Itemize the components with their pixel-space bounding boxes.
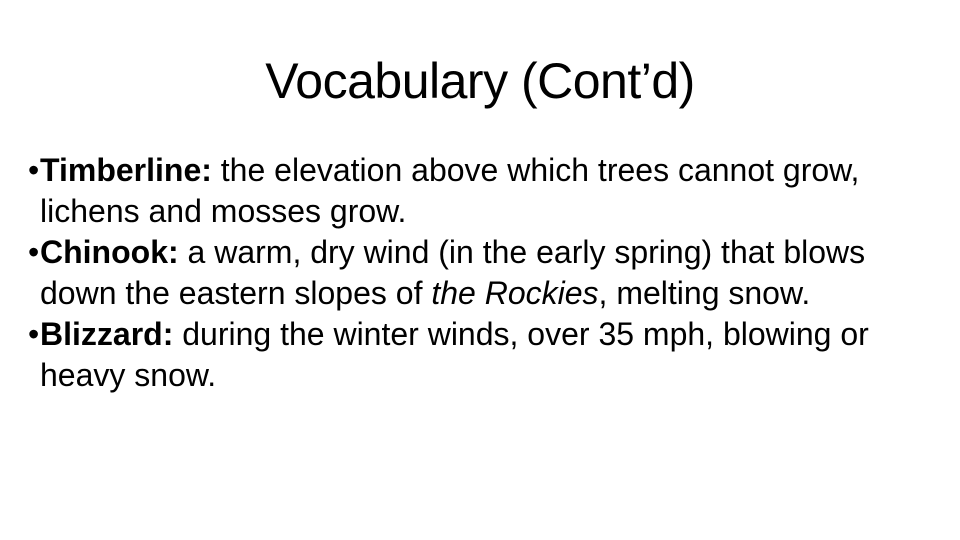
bullet-icon: •	[28, 316, 40, 352]
bullet-icon: •	[28, 234, 40, 270]
bullet-item-chinook	[30, 232, 920, 314]
vocab-term: Timberline:	[40, 152, 212, 188]
vocab-definition-italic: the Rockies	[431, 275, 599, 311]
vocab-term: Chinook:	[40, 234, 179, 270]
vocab-definition: the elevation above which trees cannot grow, lichens and mosses grow.	[40, 152, 860, 229]
bullet-item-blizzard	[30, 314, 920, 396]
bullet-icon: •	[28, 152, 40, 188]
vocab-term: Blizzard:	[40, 316, 174, 352]
slide-title: Vocabulary (Cont’d)	[265, 53, 695, 109]
vocab-definition: a warm, dry wind (in the early spring) that blows down the eastern slopes of	[40, 234, 866, 311]
vocab-definition: during the winter winds, over 35 mph, blowing or heavy snow.	[40, 316, 869, 393]
bullet-item-timberline	[30, 150, 920, 232]
vocab-definition: , melting snow.	[598, 275, 811, 311]
bullet-list	[30, 150, 920, 396]
